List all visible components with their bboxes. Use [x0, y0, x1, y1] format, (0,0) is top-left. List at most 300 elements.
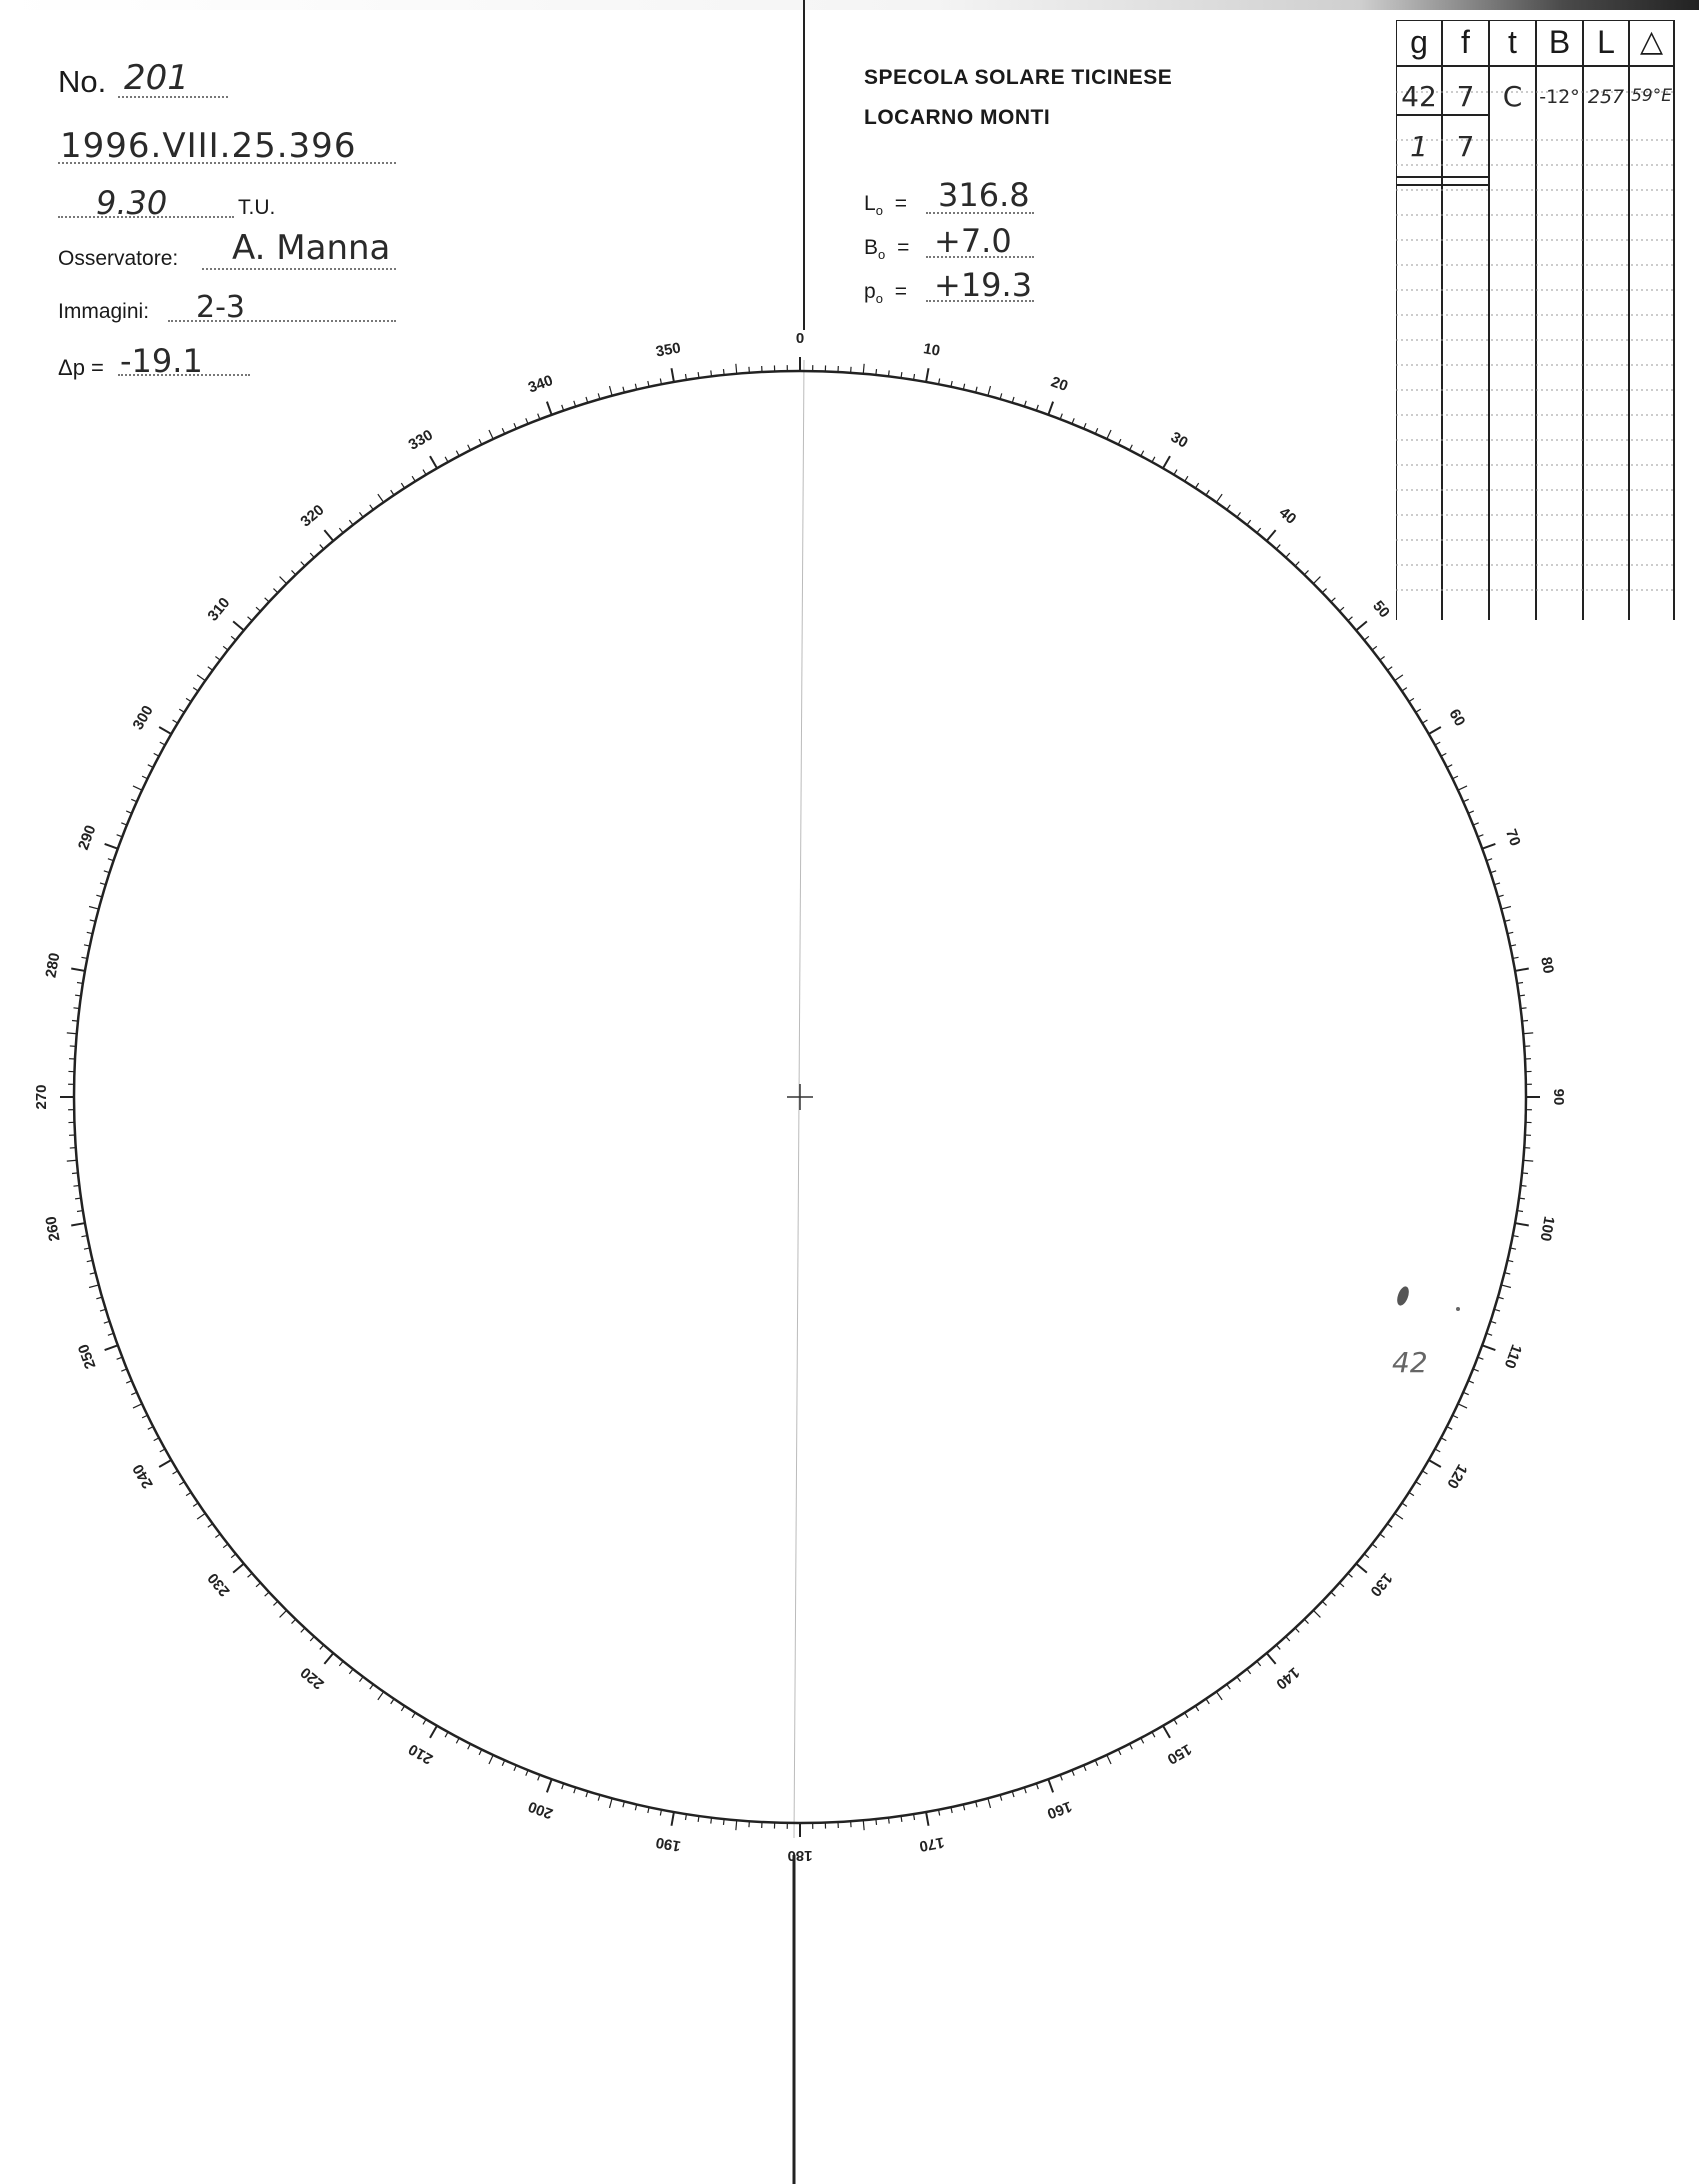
- limb-tick: [901, 1816, 902, 1822]
- limb-tick: [320, 1645, 324, 1650]
- limb-tick: [1340, 607, 1344, 611]
- col-header-b: B: [1548, 24, 1571, 60]
- limb-tick: [1163, 456, 1170, 468]
- limb-tick: [324, 1653, 333, 1664]
- limb-tick-label: 270: [32, 1084, 50, 1110]
- limb-tick: [1458, 1404, 1467, 1408]
- limb-tick: [186, 698, 191, 701]
- limb-tick: [1206, 1699, 1209, 1704]
- limb-tick: [1174, 470, 1177, 475]
- sunspot-group-42-leader: [1395, 1285, 1411, 1307]
- institution-name: SPECOLA SOLARE TICINESE: [864, 66, 1173, 89]
- p0-value: +19.3: [934, 266, 1033, 304]
- limb-tick: [197, 1513, 205, 1519]
- limb-tick: [430, 1726, 437, 1738]
- limb-tick: [1286, 553, 1290, 557]
- limb-tick: [159, 1460, 171, 1467]
- limb-tick: [233, 1564, 244, 1573]
- limb-tick: [179, 709, 184, 712]
- limb-tick: [160, 742, 165, 745]
- limb-tick: [1227, 1684, 1231, 1689]
- l0-eq: =: [894, 192, 908, 215]
- limb-tick: [1380, 656, 1385, 660]
- b0-letter: B: [864, 236, 879, 259]
- limb-tick: [610, 1798, 613, 1808]
- limb-tick-label: 80: [1537, 955, 1557, 975]
- limb-tick: [1494, 1309, 1500, 1311]
- images-value: 2-3: [196, 290, 245, 325]
- limb-tick: [723, 1819, 724, 1825]
- limb-tick: [1163, 1726, 1170, 1738]
- limb-tick: [71, 1223, 85, 1225]
- limb-tick: [1435, 742, 1440, 745]
- limb-tick: [193, 1503, 198, 1506]
- limb-tick-label: 110: [1500, 1342, 1525, 1371]
- limb-tick: [142, 1415, 147, 1418]
- limb-tick: [160, 1449, 165, 1452]
- limb-tick: [273, 1601, 277, 1605]
- limb-tick: [489, 1755, 493, 1764]
- limb-tick: [1340, 1583, 1344, 1587]
- limb-tick: [901, 372, 902, 378]
- limb-tick: [1372, 1544, 1377, 1548]
- limb-tick: [1130, 445, 1133, 450]
- col-header-l: L: [1597, 24, 1615, 60]
- limb-tick: [75, 995, 81, 996]
- limb-tick: [1216, 494, 1222, 502]
- limb-tick: [1257, 528, 1261, 533]
- limb-tick: [1141, 451, 1144, 456]
- limb-tick-label: 190: [654, 1833, 683, 1855]
- limb-tick: [445, 1732, 448, 1737]
- limb-tick: [876, 369, 877, 375]
- limb-tick-label: 140: [1272, 1663, 1303, 1693]
- limb-tick: [412, 1713, 415, 1718]
- limb-tick: [75, 1198, 81, 1199]
- limb-tick-label: 30: [1167, 428, 1191, 452]
- limb-tick-label: 40: [1275, 504, 1300, 528]
- delta-p-label: Δp =: [58, 355, 104, 380]
- limb-tick: [193, 688, 198, 691]
- observation-time: 9.30: [96, 184, 168, 222]
- limb-tick: [133, 1404, 142, 1408]
- record-number-value: 201: [124, 58, 189, 98]
- limb-tick: [179, 1482, 184, 1485]
- limb-tick: [1523, 1033, 1533, 1034]
- limb-tick: [301, 562, 305, 566]
- limb-tick: [73, 1008, 79, 1009]
- limb-tick: [359, 1677, 363, 1682]
- limb-tick: [248, 617, 253, 621]
- limb-tick: [208, 1524, 213, 1528]
- limb-tick: [1494, 883, 1500, 885]
- limb-tick-label: 20: [1048, 373, 1071, 396]
- limb-tick: [423, 1719, 426, 1724]
- limb-tick: [1195, 1706, 1198, 1711]
- limb-tick: [468, 445, 471, 450]
- limb-tick: [547, 1779, 552, 1792]
- limb-tick: [1118, 1750, 1121, 1755]
- limb-tick: [1522, 1173, 1528, 1174]
- limb-tick: [1107, 1755, 1111, 1764]
- limb-tick: [1348, 1573, 1353, 1577]
- limb-tick: [1267, 530, 1276, 541]
- limb-tick: [1364, 636, 1369, 640]
- limb-tick: [1422, 720, 1427, 723]
- col-header-t: t: [1508, 24, 1517, 60]
- limb-tick: [698, 1816, 699, 1822]
- limb-tick: [1515, 1223, 1529, 1225]
- limb-tick: [1523, 1160, 1533, 1161]
- row1-g: 42: [1401, 80, 1437, 113]
- limb-tick: [1519, 995, 1525, 996]
- limb-tick: [1380, 1534, 1385, 1538]
- limb-tick: [223, 646, 228, 650]
- limb-tick: [89, 907, 99, 910]
- limb-tick: [723, 369, 724, 375]
- limb-tick: [1304, 1619, 1308, 1623]
- limb-tick-label: 290: [74, 822, 100, 853]
- limb-tick: [1237, 1677, 1241, 1682]
- limb-tick: [1286, 1637, 1290, 1641]
- limb-tick-label: 90: [1550, 1088, 1568, 1106]
- limb-tick: [1387, 667, 1392, 671]
- limb-tick: [1048, 402, 1053, 415]
- limb-tick: [100, 1309, 106, 1311]
- limb-tick: [215, 656, 220, 660]
- limb-tick: [148, 1427, 153, 1430]
- limb-tick: [1409, 698, 1414, 701]
- limb-tick: [888, 1818, 889, 1824]
- limb-tick: [863, 1820, 864, 1830]
- row1-delta: 59°E: [1631, 86, 1672, 106]
- limb-tick-label: 100: [1536, 1214, 1558, 1243]
- limb-tick: [256, 607, 260, 611]
- limb-tick: [154, 1438, 159, 1441]
- limb-tick: [1522, 1020, 1528, 1021]
- limb-tick: [197, 675, 205, 681]
- limb-tick: [412, 476, 415, 481]
- limb-tick: [926, 368, 928, 382]
- limb-tick: [1322, 1601, 1326, 1605]
- limb-tick: [67, 1160, 77, 1161]
- limb-tick: [456, 451, 459, 456]
- limb-tick-label: 160: [1044, 1797, 1075, 1823]
- limb-tick: [1313, 577, 1320, 584]
- limb-tick: [1458, 786, 1467, 790]
- images-label: Immagini:: [58, 300, 150, 323]
- limb-tick: [1409, 1492, 1414, 1495]
- limb-tick: [208, 667, 213, 671]
- limb-tick: [1453, 776, 1458, 779]
- limb-tick: [1295, 562, 1299, 566]
- limb-tick: [888, 370, 889, 376]
- limb-tick-label: 250: [74, 1341, 100, 1372]
- limb-tick: [1441, 753, 1446, 756]
- limb-tick: [1216, 1692, 1222, 1700]
- limb-tick: [265, 1592, 269, 1596]
- limb-tick: [173, 1471, 178, 1474]
- limb-tick: [370, 505, 374, 510]
- limb-tick: [223, 1544, 228, 1548]
- limb-tick: [479, 439, 482, 444]
- limb-tick: [489, 430, 493, 439]
- limb-tick: [159, 727, 171, 734]
- limb-tick-label: 260: [42, 1214, 64, 1243]
- limb-tick: [72, 1020, 78, 1021]
- limb-tick: [1416, 1482, 1421, 1485]
- limb-tick: [430, 456, 437, 468]
- limb-tick: [1276, 545, 1280, 550]
- p0-sub: o: [875, 291, 883, 307]
- limb-tick: [1372, 646, 1377, 650]
- limb-tick: [1185, 476, 1188, 481]
- limb-tick: [736, 1820, 737, 1830]
- limb-tick: [1416, 709, 1421, 712]
- limb-tick: [1313, 1610, 1320, 1617]
- limb-tick: [586, 397, 588, 403]
- limb-tick: [359, 512, 363, 517]
- limb-tick: [1247, 1669, 1251, 1674]
- limb-tick: [273, 589, 277, 593]
- limb-tick: [148, 765, 153, 768]
- limb-tick-label: 220: [297, 1663, 328, 1693]
- limb-tick: [1152, 457, 1155, 462]
- limb-tick-label: 310: [204, 594, 234, 625]
- limb-tick: [876, 1819, 877, 1825]
- row1-l: 257: [1587, 86, 1625, 108]
- limb-tick: [349, 1669, 353, 1674]
- sunspot-group-label: 42: [1392, 1346, 1428, 1379]
- l0-value: 316.8: [938, 176, 1030, 214]
- limb-tick: [1206, 490, 1209, 495]
- limb-tick: [423, 470, 426, 475]
- limb-tick: [301, 1628, 305, 1632]
- limb-tick-label: 130: [1366, 1569, 1396, 1600]
- limb-tick: [401, 483, 404, 488]
- row1-f: 7: [1456, 80, 1475, 113]
- p0-letter: p: [864, 280, 876, 303]
- limb-tick: [1331, 1592, 1335, 1596]
- delta-p-value: -19.1: [120, 342, 203, 380]
- sunspot-group-42-follower: [1456, 1307, 1460, 1311]
- limb-tick-label: 340: [525, 371, 556, 397]
- limb-tick: [863, 364, 864, 374]
- limb-tick: [1482, 1345, 1495, 1350]
- limb-tick-label: 330: [405, 426, 436, 454]
- limb-tick: [1227, 505, 1231, 510]
- limb-tick: [672, 1812, 674, 1826]
- limb-tick: [324, 530, 333, 541]
- limb-tick: [1356, 1564, 1367, 1573]
- limb-tick: [1141, 1738, 1144, 1743]
- limb-tick: [401, 1706, 404, 1711]
- limb-tick: [265, 598, 269, 602]
- limb-tick: [698, 372, 699, 378]
- col-header-delta: △: [1639, 25, 1664, 58]
- limb-tick: [173, 720, 178, 723]
- row1-b: -12°: [1539, 86, 1580, 108]
- l0-letter: L: [864, 192, 876, 215]
- limb-tick-label: 150: [1164, 1740, 1195, 1768]
- limb-tick: [479, 1750, 482, 1755]
- limb-tick: [1237, 512, 1241, 517]
- limb-tick-label: 0: [795, 329, 805, 347]
- limb-tick: [280, 1610, 287, 1617]
- limb-tick: [586, 1791, 588, 1797]
- limb-tick: [736, 364, 737, 374]
- limb-tick: [1267, 1653, 1276, 1664]
- limb-tick-label: 180: [787, 1847, 813, 1865]
- limb-tick: [1304, 570, 1308, 574]
- limb-tick: [1048, 1779, 1053, 1792]
- limb-tick: [1276, 1645, 1280, 1650]
- limb-tick: [233, 621, 244, 630]
- limb-tick-label: 10: [922, 340, 942, 360]
- limb-tick: [73, 1185, 79, 1186]
- limb-tick: [1012, 397, 1014, 403]
- limb-tick: [672, 368, 674, 382]
- limb-tick: [711, 370, 712, 376]
- limb-tick: [1447, 765, 1452, 768]
- b0-value: +7.0: [934, 222, 1012, 260]
- limb-tick: [1247, 520, 1251, 525]
- limb-tick: [339, 528, 343, 533]
- limb-tick: [292, 1619, 296, 1623]
- limb-tick: [105, 1345, 118, 1350]
- limb-tick: [1356, 621, 1367, 630]
- limb-tick: [610, 386, 613, 396]
- limb-tick: [370, 1684, 374, 1689]
- limb-tick: [1395, 675, 1403, 681]
- limb-tick: [231, 1554, 236, 1558]
- limb-tick-label: 200: [525, 1797, 556, 1823]
- limb-tick: [100, 883, 106, 885]
- limb-tick-label: 230: [204, 1569, 234, 1600]
- row1-t: C: [1502, 80, 1523, 113]
- limb-tick: [105, 844, 118, 849]
- limb-tick: [339, 1661, 343, 1666]
- limb-tick: [1521, 1008, 1527, 1009]
- limb-tick: [1012, 1791, 1014, 1797]
- limb-tick: [445, 457, 448, 462]
- limb-tick: [391, 1699, 394, 1704]
- limb-tick: [320, 545, 324, 550]
- limb-tick: [154, 753, 159, 756]
- limb-tick: [1441, 1438, 1446, 1441]
- limb-tick: [1174, 1719, 1177, 1724]
- observer-label: Osservatore:: [58, 247, 179, 270]
- observation-date: 1996.VIII.25.396: [60, 126, 357, 166]
- limb-tick: [1501, 907, 1511, 910]
- limb-tick: [89, 1285, 99, 1288]
- limb-tick: [1519, 1198, 1525, 1199]
- limb-tick: [988, 386, 991, 396]
- limb-tick-label: 300: [129, 702, 157, 733]
- b0-sub: o: [878, 247, 886, 263]
- limb-tick: [1295, 1628, 1299, 1632]
- limb-tick: [378, 494, 384, 502]
- limb-tick-label: 210: [405, 1740, 436, 1768]
- limb-tick: [988, 1798, 991, 1808]
- limb-tick: [1453, 1415, 1458, 1418]
- limb-tick: [378, 1692, 384, 1700]
- row2-g: 1: [1410, 130, 1428, 163]
- limb-tick: [1257, 1661, 1261, 1666]
- central-meridian-line: [794, 360, 804, 1838]
- record-number-label: No.: [58, 64, 107, 99]
- b0-eq: =: [897, 236, 910, 259]
- limb-tick: [391, 490, 394, 495]
- limb-tick: [926, 1812, 928, 1826]
- limb-tick: [1185, 1713, 1188, 1718]
- p0-eq: =: [894, 280, 908, 303]
- limb-tick: [1515, 969, 1529, 971]
- limb-tick: [1395, 1513, 1403, 1519]
- limb-tick: [456, 1738, 459, 1743]
- limb-tick-label: 280: [42, 951, 64, 980]
- limb-tick: [215, 1534, 220, 1538]
- limb-tick: [310, 553, 314, 557]
- limb-tick: [292, 570, 296, 574]
- limb-tick: [349, 520, 353, 525]
- limb-tick: [1435, 1449, 1440, 1452]
- limb-tick: [248, 1573, 253, 1577]
- l0-sub: o: [875, 203, 883, 219]
- time-unit-label: T.U.: [238, 196, 276, 219]
- limb-tick: [1195, 483, 1198, 488]
- limb-tick: [1482, 844, 1495, 849]
- limb-tick-label: 240: [129, 1461, 157, 1492]
- limb-tick: [72, 1173, 78, 1174]
- limb-tick-label: 170: [917, 1833, 946, 1855]
- limb-tick: [468, 1744, 471, 1749]
- limb-tick: [1402, 1503, 1407, 1506]
- limb-tick: [310, 1637, 314, 1641]
- limb-tick: [71, 969, 85, 971]
- col-header-f: f: [1461, 24, 1470, 60]
- limb-tick: [547, 402, 552, 415]
- limb-tick: [1387, 1524, 1392, 1528]
- limb-tick: [1107, 430, 1111, 439]
- observer-value: A. Manna: [232, 228, 391, 268]
- limb-tick: [231, 636, 236, 640]
- limb-tick: [1331, 598, 1335, 602]
- limb-tick: [133, 786, 142, 790]
- limb-tick-label: 320: [297, 501, 328, 531]
- limb-tick-label: 50: [1369, 597, 1393, 622]
- limb-tick: [1422, 1471, 1427, 1474]
- limb-tick: [1447, 1427, 1452, 1430]
- limb-tick: [256, 1583, 260, 1587]
- limb-tick: [711, 1818, 712, 1824]
- row2-f: 7: [1456, 130, 1475, 163]
- limb-tick: [142, 776, 147, 779]
- limb-tick: [186, 1492, 191, 1495]
- limb-tick: [1501, 1285, 1511, 1288]
- limb-tick: [1364, 1554, 1369, 1558]
- limb-tick: [1429, 727, 1441, 734]
- limb-tick: [280, 577, 287, 584]
- limb-tick: [1402, 688, 1407, 691]
- limb-tick-label: 120: [1443, 1461, 1471, 1492]
- col-header-g: g: [1410, 24, 1428, 60]
- limb-tick-label: 350: [654, 339, 683, 361]
- limb-tick: [1118, 439, 1121, 444]
- limb-tick: [1130, 1744, 1133, 1749]
- limb-tick: [1322, 589, 1326, 593]
- institution-location: LOCARNO MONTI: [864, 106, 1051, 129]
